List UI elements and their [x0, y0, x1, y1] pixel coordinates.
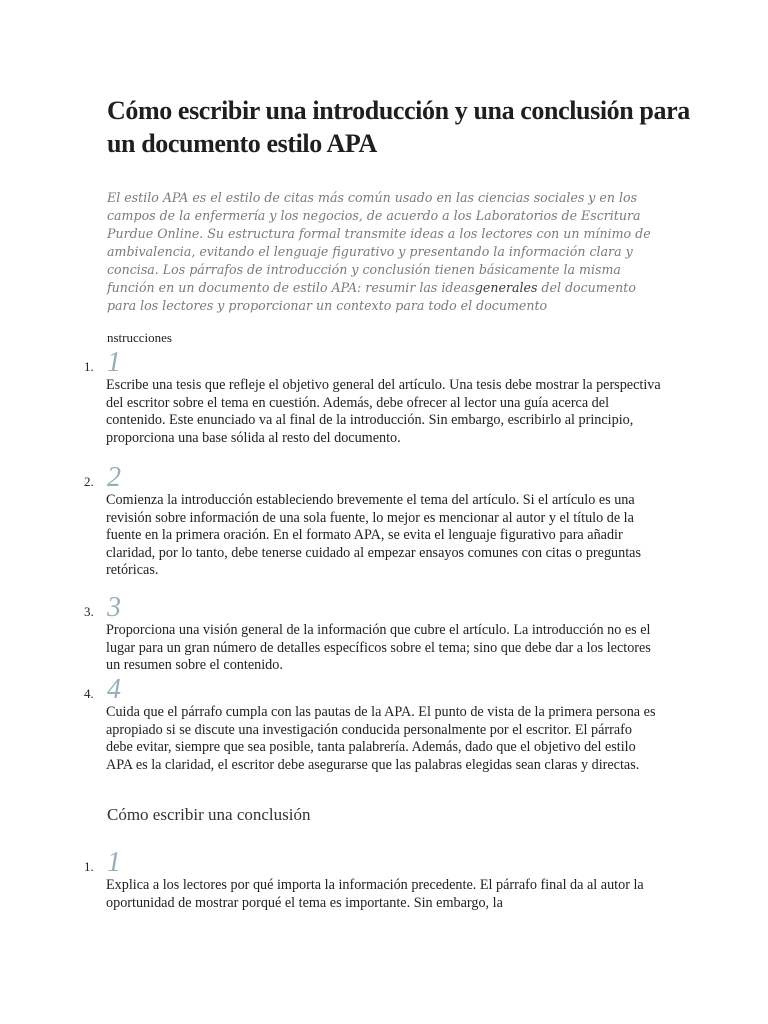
conclusion-heading: Cómo escribir una conclusión — [107, 805, 311, 824]
intro-text-end: del documento para los lectores y proporcionar un contexto para todo el documento — [107, 280, 636, 313]
step-text: Cuida que el párrafo cumpla con las pautas de la APA. El punto de vista de la primera persona es apropiado si se discute una investigación conducida personalmente por el escritor. El párrafo debe evitar, siempre que sea posible, tanta palabrería. Además, dado que el objetivo del estilo APA es la claridad, el escritor debe asegurarse que las palabras elegidas sean claras y directas. — [106, 704, 656, 773]
step-number: 1 — [107, 847, 121, 878]
step-marker: 2. — [84, 474, 94, 489]
page-title: Cómo escribir una introducción y una conclusión para un documento estilo APA — [107, 96, 690, 158]
step-marker: 1. — [84, 859, 94, 874]
step-number: 1 — [107, 347, 121, 378]
step-number: 4 — [107, 674, 121, 705]
intro-emphasis: generales — [474, 280, 538, 295]
step-marker: 1. — [84, 359, 94, 374]
step-text: Proporciona una visión general de la información que cubre el artículo. La introducción no es el lugar para un gran número de detalles específicos sobre el tema; sino que debe dar a los lectores un resumen sobre el contenido. — [106, 622, 651, 674]
instructions-label: nstrucciones — [107, 330, 172, 345]
intro-text: El estilo APA es el estilo de citas más común usado en las ciencias sociales y en los campos de la enfermería y los negocios, de acuerdo a los Laboratorios de Escritura Purdue Online. Su estructura formal transmite ideas a los lectores con un mínimo de ambivalencia, evitando el lenguaje figurativo y presentando la información clara y concisa. Los párrafos de introducción y conclusión tienen básicamente la misma función en un documento de estilo APA: resumir las ideas — [107, 190, 651, 295]
step-text: Escribe una tesis que refleje el objetivo general del artículo. Una tesis debe mostrar la perspectiva del escritor sobre el tema en cuestión. Además, debe ofrecer al lector una guía acerca del contenido. Este enunciado va al final de la introducción. Sin embargo, escribirlo al principio, proporciona una base sólida al resto del documento. — [106, 377, 661, 446]
step-number: 3 — [107, 592, 121, 623]
step-marker: 4. — [84, 686, 94, 701]
step-text: Comienza la introducción estableciendo brevemente el tema del artículo. Si el artículo es una revisión sobre información de una sola fuente, lo mejor es mencionar al autor y el título de la fuente en la primera oración. En el formato APA, se evita el lenguaje figurativo para añadir claridad, por lo tanto, debe tenerse cuidado al empezar ensayos comunes con citas o preguntas retóricas. — [106, 492, 641, 579]
step-marker: 3. — [84, 604, 94, 619]
intro-paragraph — [107, 189, 663, 315]
step-number: 2 — [107, 462, 121, 493]
step-text: Explica a los lectores por qué importa la información precedente. El párrafo final da al autor la oportunidad de mostrar porqué el tema es importante. Sin embargo, la — [106, 877, 644, 911]
